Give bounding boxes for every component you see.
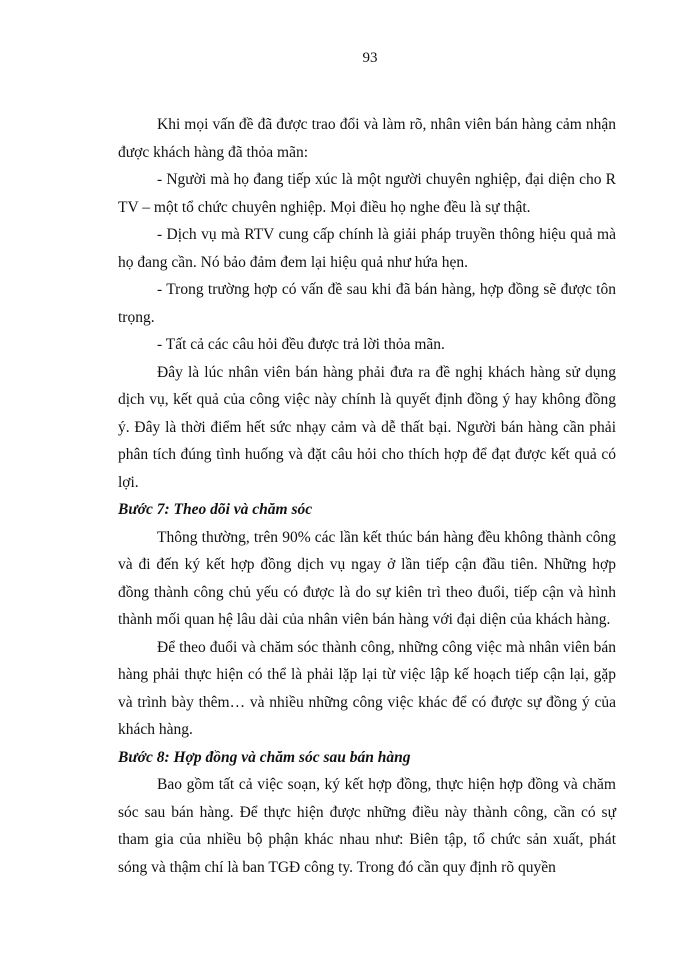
bullet-paragraph: - Dịch vụ mà RTV cung cấp chính là giải pháp truyền thông hiệu quả mà họ đang cần. Nó bảo đảm đem lại hiệu quả như hứa hẹn. (118, 226, 616, 271)
page-number: 93 (362, 50, 378, 66)
document-body (118, 111, 616, 881)
paragraph: Bao gồm tất cả việc soạn, ký kết hợp đồng, thực hiện hợp đồng và chăm sóc sau bán hàng. Để thực hiện được những điều này thành công, cần có sự tham gia của nhiều bộ phận khác nhau như: Biên tập, tổ chức sản xuất, phát sóng và thậm chí là ban TGĐ công ty. Trong đó cần quy định rõ quyền (118, 776, 616, 876)
bullet-paragraph: - Trong trường hợp có vấn đề sau khi đã bán hàng, hợp đồng sẽ được tôn trọng. (118, 281, 616, 326)
step-7-heading: Bước 7: Theo dõi và chăm sóc (118, 501, 313, 518)
paragraph: Khi mọi vấn đề đã được trao đổi và làm rõ, nhân viên bán hàng cảm nhận được khách hàng đã thỏa mãn: (118, 116, 616, 161)
paragraph: Đây là lúc nhân viên bán hàng phải đưa ra đề nghị khách hàng sử dụng dịch vụ, kết quả của công việc này chính là quyết định đồng ý hay không đồng ý. Đây là thời điểm hết sức nhạy cảm và dễ thất bại. Người bán hàng cần phải phân tích đúng tình huống và đặt câu hỏi cho thích hợp để đạt được kết quả có lợi. (118, 363, 616, 491)
bullet-paragraph: - Tất cả các câu hỏi đều được trả lời thỏa mãn. (157, 336, 445, 353)
paragraph: Thông thường, trên 90% các lần kết thúc bán hàng đều không thành công và đi đến ký kết hợp đồng dịch vụ ngay ở lần tiếp cận đầu tiên. Những hợp đồng thành công chủ yếu có được là do sự kiên trì theo đuổi, tiếp cận và hình thành mối quan hệ lâu dài của nhân viên bán hàng với đại diện của khách hàng. (118, 528, 616, 628)
step-8-heading: Bước 8: Hợp đồng và chăm sóc sau bán hàng (118, 748, 411, 766)
bullet-paragraph: - Người mà họ đang tiếp xúc là một người chuyên nghiệp, đại diện cho R TV – một tổ chức chuyên nghiệp. Mọi điều họ nghe đều là sự thật. (118, 171, 616, 216)
paragraph: Để theo đuổi và chăm sóc thành công, những công việc mà nhân viên bán hàng phải thực hiện có thể là phải lặp lại từ việc lập kế hoạch tiếp cận lại, gặp và trình bày thêm… và nhiều những công việc khác để có được sự đồng ý của khách hàng. (118, 638, 616, 738)
